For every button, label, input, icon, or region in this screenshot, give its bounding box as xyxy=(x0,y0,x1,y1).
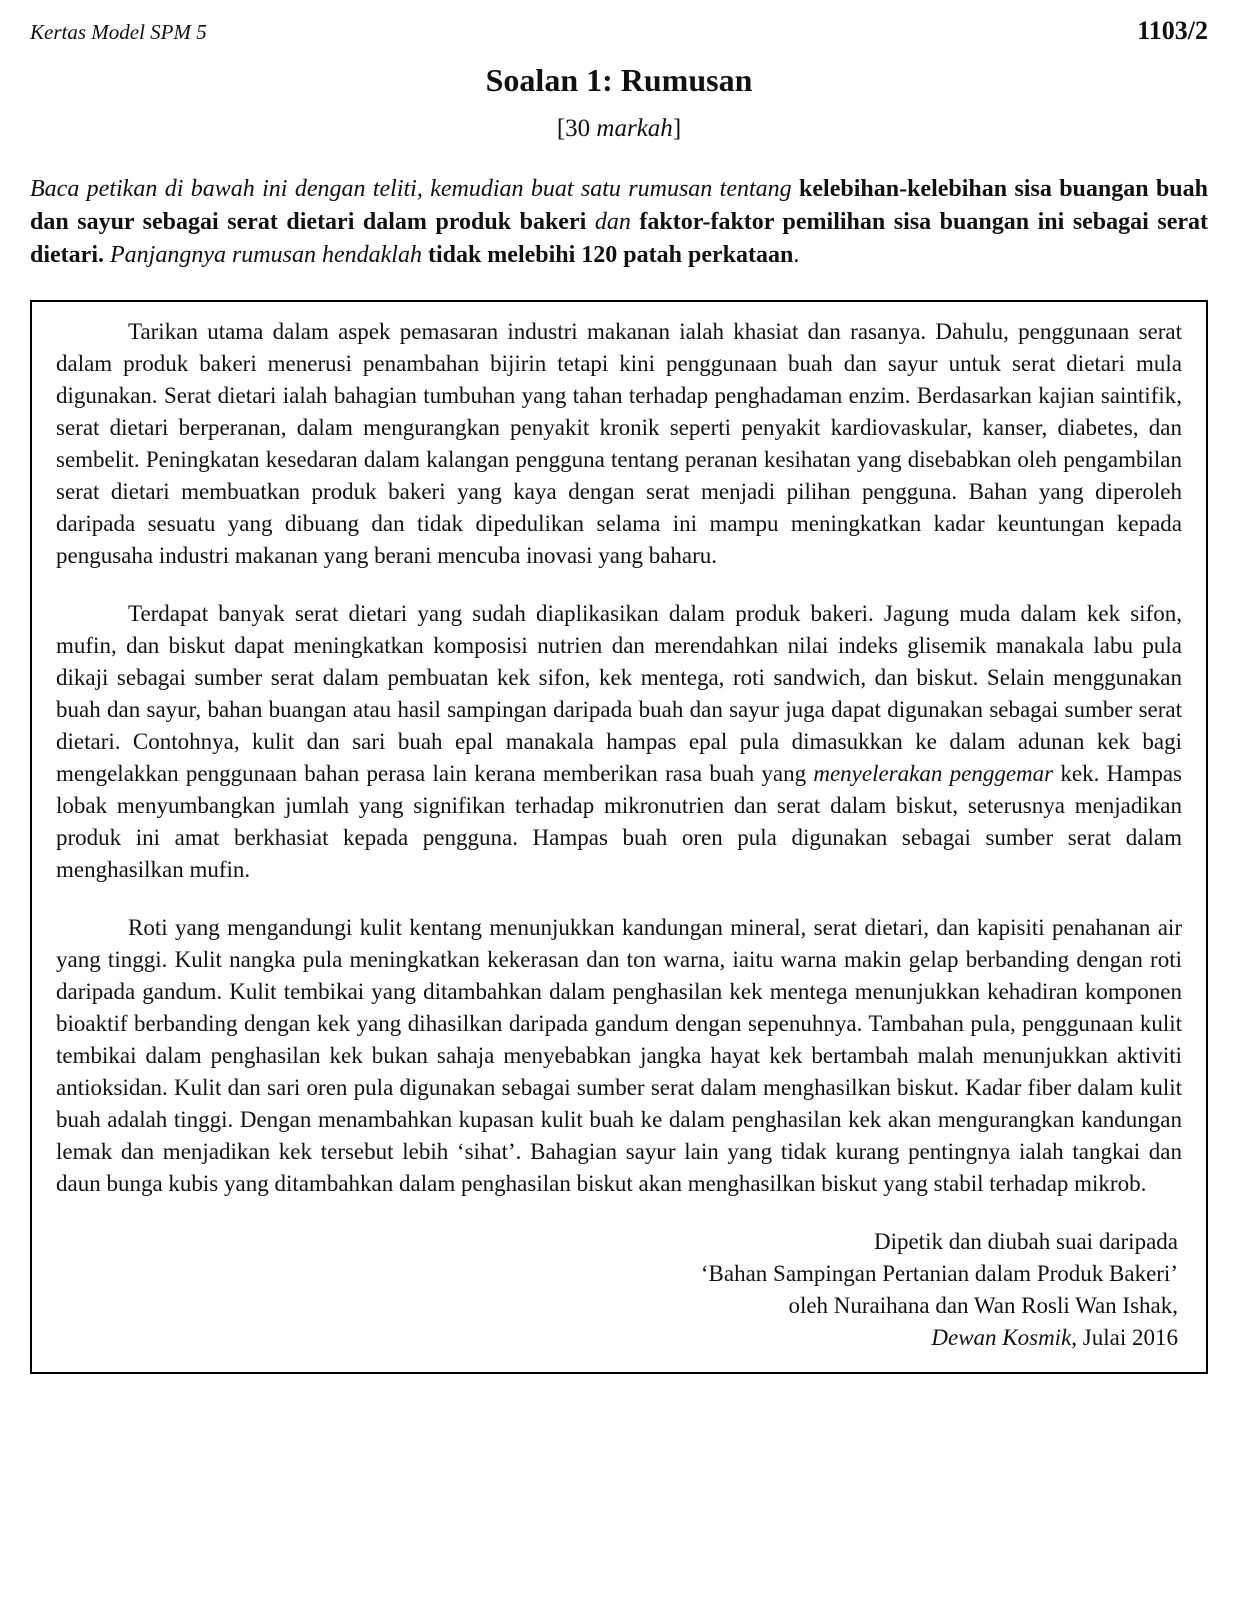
marks-label xyxy=(30,115,1208,143)
instruction-seg-3: dan xyxy=(594,209,640,235)
passage-paragraph-2 xyxy=(56,598,1182,886)
instruction-seg-7: . xyxy=(793,242,800,268)
attribution-line-1: Dipetik dan diubah suai daripada xyxy=(873,1229,1178,1254)
passage-paragraph-2-seg-a: Terdapat banyak serat dietari yang sudah diaplikasikan dalam produk bakeri. Jagung muda dalam kek sifon, mufin, dan biskut dapat meningkatkan komposisi nutrien dan merendahkan nilai indeks glisemik manakala labu pula dikaji sebagai sumber serat dalam pembuatan kek sifon, kek mentega, roti sandwich, dan biskut. Selain menggunakan buah dan sayur, bahan buangan atau hasil sampingan daripada buah dan sayur juga dapat digunakan sebagai sumber serat dietari. Contohnya, kulit dan sari buah epal manakala hampas epal pula dimasukkan ke dalam adunan kek bagi mengelakkan penggunaan bahan perasa lain kerana memberikan rasa buah yang xyxy=(56,601,1182,786)
marks-word: markah xyxy=(596,115,673,142)
marks-open: [30 xyxy=(556,115,597,142)
question-title: Soalan 1: Rumusan xyxy=(485,62,753,98)
instruction-seg-4: faktor-faktor pemilihan sisa buangan ini sebagai serat dietari. xyxy=(30,209,1209,268)
attribution-date: , Julai 2016 xyxy=(1071,1325,1178,1350)
passage-paragraph-2-seg-italic: menyelerakan penggemar xyxy=(813,761,1054,786)
attribution-line-4 xyxy=(56,1322,1178,1354)
attribution xyxy=(56,1226,1178,1354)
passage-paragraph-3: Roti yang mengandungi kulit kentang menunjukkan kandungan mineral, serat dietari, dan kapisiti penahanan air yang tinggi. Kulit nangka pula meningkatkan kekerasan dan ton warna, iaitu warna makin gelap berbanding dengan roti daripada gandum. Kulit tembikai yang ditambahkan dalam penghasilan kek mentega menunjukkan kehadiran komponen bioaktif berbanding dengan kek yang dihasilkan daripada gandum dengan sepenuhnya. Tambahan pula, penggunaan kulit tembikai dalam penghasilan kek bukan sahaja menyebabkan jangka hayat kek bertambah malah menunjukkan aktiviti antioksidan. Kulit dan sari oren pula digunakan sebagai sumber serat dalam menghasilkan biskut. Kadar fiber dalam kulit buah adalah tinggi. Dengan menambahkan kupasan kulit buah ke dalam penghasilan kek akan mengurangkan kandungan lemak dan menjadikan kek tersebut lebih ‘sihat’. Bahagian sayur lain yang tidak kurang pentingnya ialah tangkai dan daun bunga kubis yang ditambahkan dalam penghasilan biskut akan menghasilkan biskut yang stabil terhadap mikrob. xyxy=(56,915,1182,1196)
attribution-line-3: oleh Nuraihana dan Wan Rosli Wan Ishak, xyxy=(788,1293,1178,1318)
instruction-seg-6: tidak melebihi 120 patah perkataan xyxy=(427,242,794,268)
marks-close: ] xyxy=(672,115,682,142)
attribution-line-2: ‘Bahan Sampingan Pertanian dalam Produk Bakeri’ xyxy=(700,1261,1178,1286)
passage-paragraph-2-seg-c: kek. Hampas lobak menyumbangkan jumlah yang signifikan terhadap mikronutrien dan serat dalam biskut, seterusnya menjadikan produk ini amat berkhasiat kepada pengguna. Hampas buah oren pula digunakan sebagai sumber serat dalam menghasilkan mufin. xyxy=(56,761,1182,882)
instruction-seg-1: Baca petikan di bawah ini dengan teliti, kemudian buat satu rumusan tentang xyxy=(30,176,800,202)
instruction-seg-2: kelebihan-kelebihan sisa buangan buah dan sayur sebagai serat dietari dalam produk bakeri xyxy=(30,176,1208,235)
paper-code: 1103/2 xyxy=(1137,16,1208,45)
page-header xyxy=(30,16,1208,46)
instruction-seg-5: Panjangnya rumusan hendaklah xyxy=(109,242,428,268)
passage-paragraph-1: Tarikan utama dalam aspek pemasaran industri makanan ialah khasiat dan rasanya. Dahulu, penggunaan serat dalam produk bakeri menerusi penambahan bijirin tetapi kini penggunaan buah dan sayur untuk serat dietari mula digunakan. Serat dietari ialah bahagian tumbuhan yang tahan terhadap penghadaman enzim. Berdasarkan kajian saintifik, serat dietari berperanan, dalam mengurangkan penyakit kronik seperti penyakit kardiovaskular, kanser, diabetes, dan sembelit. Peningkatan kesedaran dalam kalangan pengguna tentang peranan kesihatan yang disebabkan oleh pengambilan serat dietari membuatkan produk bakeri yang kaya dengan serat menjadi pilihan pengguna. Bahan yang diperoleh daripada sesuatu yang dibuang dan tidak dipedulikan selama ini mampu meningkatkan kadar keuntungan kepada pengusaha industri makanan yang berani mencuba inovasi yang baharu. xyxy=(56,319,1182,568)
paper-model-label: Kertas Model SPM 5 xyxy=(30,20,207,44)
instruction-text xyxy=(30,173,1208,272)
passage-box xyxy=(30,300,1208,1374)
attribution-magazine-title: Dewan Kosmik xyxy=(931,1325,1072,1350)
